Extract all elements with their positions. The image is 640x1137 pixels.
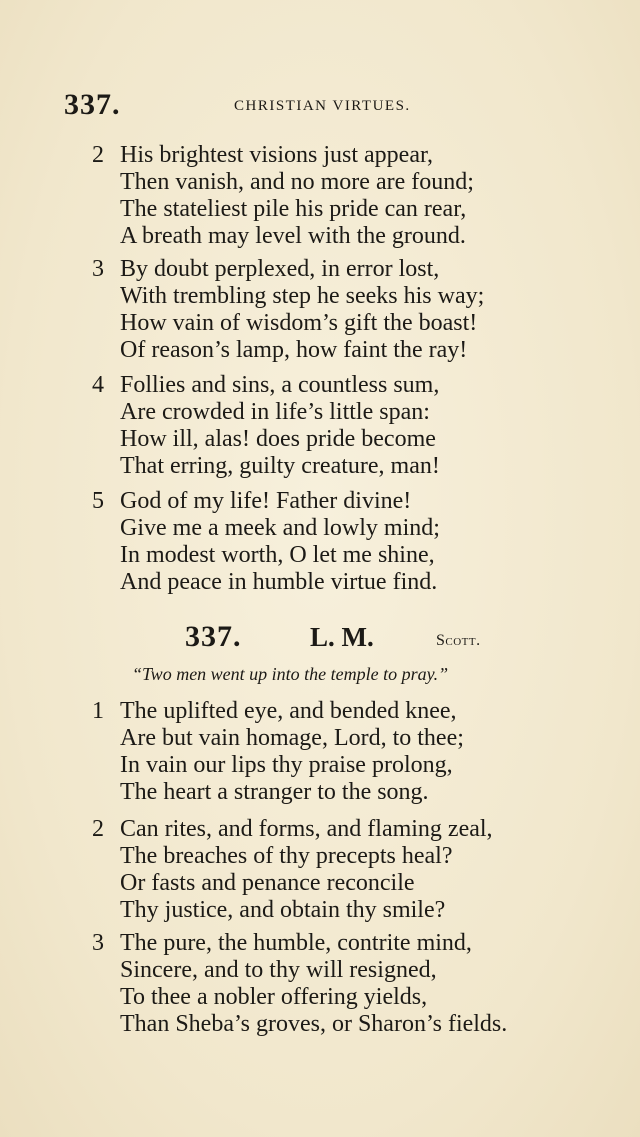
stanza-number: 3: [92, 256, 104, 282]
hymn-author: Scott.: [436, 632, 481, 649]
verse-line: Thy justice, and obtain thy smile?: [120, 897, 446, 923]
verse-line: Than Sheba’s groves, or Sharon’s fields.: [120, 1011, 508, 1037]
verse-line: The pure, the humble, contrite mind,: [120, 930, 472, 956]
verse-line: Sincere, and to thy will resigned,: [120, 957, 437, 983]
hymn-heading: [0, 620, 640, 660]
verse-line: In vain our lips thy praise prolong,: [120, 752, 453, 778]
verse-line: His brightest visions just appear,: [120, 142, 434, 168]
stanza-number: 2: [92, 816, 104, 842]
stanza-number: 1: [92, 698, 104, 724]
verse-line: And peace in humble virtue find.: [120, 569, 438, 595]
running-title: CHRISTIAN VIRTUES.: [234, 98, 411, 114]
verse-line: With trembling step he seeks his way;: [120, 283, 485, 309]
verse-line: Can rites, and forms, and flaming zeal,: [120, 816, 493, 842]
verse-line: A breath may level with the ground.: [120, 223, 466, 249]
hymn-epigraph: “Two men went up into the temple to pray.”: [132, 664, 449, 684]
stanza-number: 5: [92, 488, 104, 514]
verse-line: In modest worth, O let me shine,: [120, 542, 435, 568]
verse-line: The heart a stranger to the song.: [120, 779, 429, 805]
stanza-number: 2: [92, 142, 104, 168]
verse-line: Follies and sins, a countless sum,: [120, 372, 440, 398]
verse-line: Or fasts and penance reconcile: [120, 870, 415, 896]
verse-line: Then vanish, and no more are found;: [120, 169, 474, 195]
verse-line: To thee a nobler offering yields,: [120, 984, 428, 1010]
verse-line: How vain of wisdom’s gift the boast!: [120, 310, 478, 336]
verse-line: Give me a meek and lowly mind;: [120, 515, 440, 541]
page-number: 337.: [64, 88, 121, 121]
verse-line: By doubt perplexed, in error lost,: [120, 256, 440, 282]
verse-line: The breaches of thy precepts heal?: [120, 843, 453, 869]
stanza-number: 4: [92, 372, 104, 398]
hymn-number: 337.: [185, 620, 242, 653]
verse-line: God of my life! Father divine!: [120, 488, 412, 514]
verse-line: Are but vain homage, Lord, to thee;: [120, 725, 464, 751]
verse-line: That erring, guilty creature, man!: [120, 453, 440, 479]
verse-line: Are crowded in life’s little span:: [120, 399, 430, 425]
verse-line: How ill, alas! does pride become: [120, 426, 436, 452]
verse-line: The stateliest pile his pride can rear,: [120, 196, 467, 222]
verse-line: Of reason’s lamp, how faint the ray!: [120, 337, 468, 363]
hymn-meter: L. M.: [310, 622, 374, 652]
verse-line: The uplifted eye, and bended knee,: [120, 698, 457, 724]
stanza-number: 3: [92, 930, 104, 956]
page-header: [64, 88, 444, 124]
